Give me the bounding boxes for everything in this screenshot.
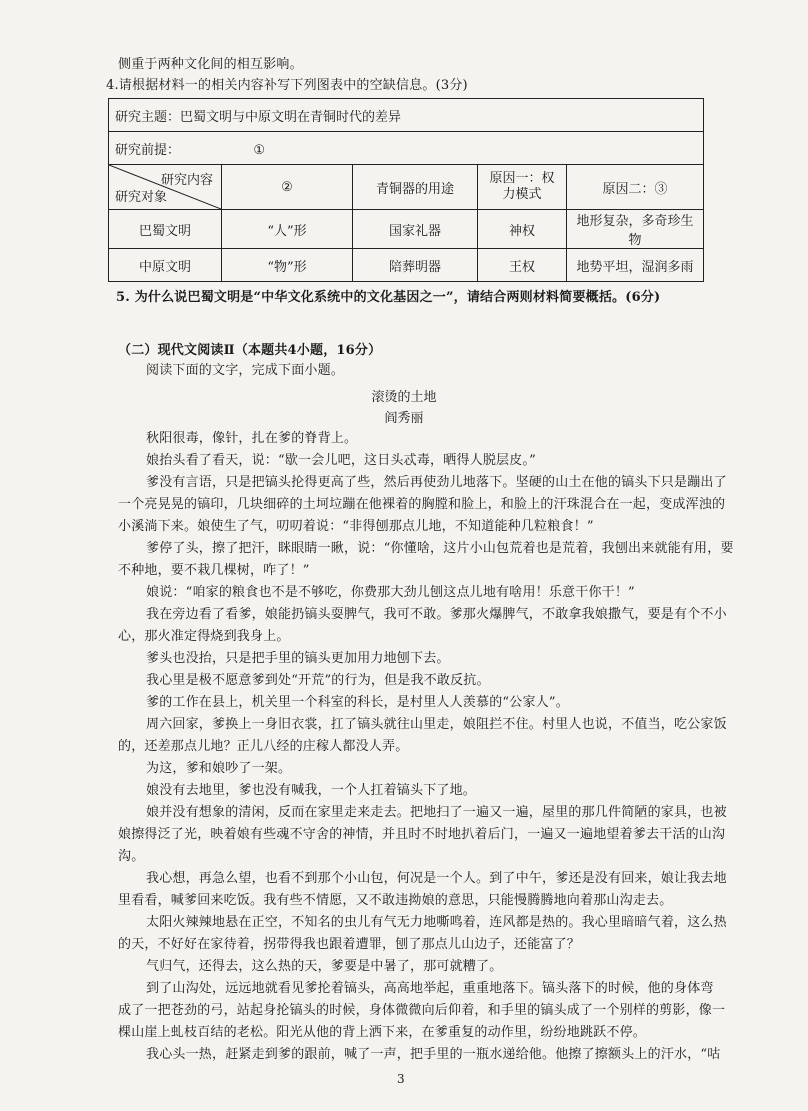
premise-blank: ① [253, 142, 265, 158]
paragraph-line: 我心想，再急么望，也看不到那个小山包，何况是一个人。到了中午，爹还是没有回来，娘让我去地 [146, 871, 727, 886]
header-reason-2: 原因二：③ [567, 165, 704, 210]
diag-top-label: 研究内容 [160, 173, 213, 188]
diagonal-header-cell [109, 165, 222, 210]
row-2-terrain: 地势平坦，湿润多雨 [567, 249, 704, 282]
paragraph-line: 爹头也没抬，只是把手里的镐头更加用力地刨下去。 [146, 651, 450, 666]
paragraph-line: 我心头一热，赶紧走到爹的跟前，喊了一声，把手里的一瓶水递给他。他擦了擦额头上的汗水，“咕 [146, 1047, 721, 1062]
research-premise [109, 132, 704, 165]
paragraph-line: 一个亮晃晃的镐印，几块细碎的土坷垃蹦在他裸着的胸膛和脸上，和脸上的汗珠混合在一起，变成浑浊的 [118, 497, 726, 512]
paragraph-line: 我心里是极不愿意爹到处“开荒”的行为，但是我不敢反抗。 [146, 673, 490, 688]
row-2-power: 王权 [478, 249, 567, 282]
story-title: 滚烫的土地 [371, 390, 437, 405]
paragraph-line: 娘并没有想象的清闲，反而在家里走来走去。把地扫了一遍又一遍，屋里的那几件简陋的家具，也被 [146, 805, 727, 820]
section-heading: （二）现代文阅读Ⅱ（本题共4小题，16分） [118, 343, 382, 358]
header-blank-2: ② [222, 165, 353, 210]
question-4: 4.请根据材料一的相关内容补写下列图表中的空缺信息。(3分) [106, 78, 468, 93]
header-reason-1: 原因一：权力模式 [478, 165, 567, 210]
paragraph-line: 爹没有言语，只是把镐头抡得更高了些，然后再使劲儿地落下。坚硬的山土在他的镐头下只是蹦出了 [146, 475, 727, 490]
row-1-power: 神权 [478, 210, 567, 249]
diag-bottom-label: 研究对象 [115, 190, 168, 205]
research-topic: 研究主题：巴蜀文明与中原文明在青铜时代的差异 [109, 99, 704, 132]
paragraph-line: 沟。 [118, 849, 145, 864]
paragraph-line: 娘擦得泛了光，映着娘有些魂不守舍的神情，并且时不时地扒着后门，一遍又一遍地望着爹去干活的山沟 [118, 827, 726, 842]
paragraph-line: 娘说：“咱家的粮食也不是不够吃，你费那大劲儿刨这点儿地有啥用！乐意干你干！” [146, 585, 635, 600]
row-2-subject: 中原文明 [109, 249, 222, 282]
premise-label: 研究前提： [115, 142, 181, 158]
paragraph-line: 周六回家，爹换上一身旧衣裳，扛了镐头就往山里走，娘阻拦不住。村里人也说，不值当，吃公家饭 [146, 717, 727, 732]
paragraph-line: 我在旁边看了看爹，娘能扔镐头耍脾气，我可不敢。爹那火爆脾气，不敢拿我娘撒气，要是有个不小 [146, 607, 727, 622]
paragraph-line: 到了山沟处，远远地就看见爹抡着镐头，高高地举起，重重地落下。镐头落下的时候，他的身体弯 [146, 981, 714, 996]
paragraph-line: 娘没有去地里，爹也没有喊我，一个人扛着镐头下了地。 [146, 783, 477, 798]
paragraph-line: 为这，爹和娘吵了一架。 [146, 761, 292, 776]
row-2-shape: “物”形 [222, 249, 353, 282]
paragraph-line: 爹停了头，擦了把汗，眯眼睛一瞅，说：“你懂啥，这片小山包荒着也是荒着，我刨出来就能有用，要 [146, 541, 734, 556]
header-usage: 青铜器的用途 [353, 165, 478, 210]
continuation-line: 侧重于两种文化间的相互影响。 [118, 57, 303, 72]
question-5: 5. 为什么说巴蜀文明是“中华文化系统中的文化基因之一”，请结合两则材料简要概括。(6分) [116, 290, 661, 305]
paragraph-line: 心，那火准定得烧到我身上。 [118, 629, 290, 644]
paragraph-line: 娘抬头看了看天，说：“歇一会儿吧，这日头忒毒，晒得人脱层皮。” [146, 453, 536, 468]
row-2-usage: 陪葬明器 [353, 249, 478, 282]
story-author: 阎秀丽 [384, 411, 424, 426]
paragraph-line: 爹的工作在县上，机关里一个科室的科长，是村里人人羡慕的“公家人”。 [146, 695, 569, 710]
page-number: 3 [397, 1072, 405, 1086]
reading-instruction: 阅读下面的文字，完成下面小题。 [146, 363, 345, 378]
paragraph-line: 气归气，还得去，这么热的天，爹要是中暑了，那可就糟了。 [146, 959, 503, 974]
research-table [108, 98, 704, 282]
row-1-usage: 国家礼器 [353, 210, 478, 249]
paragraph-line: 棵山崖上虬枝百结的老松。阳光从他的背上洒下来，在爹重复的动作里，纷纷地跳跃不停。 [118, 1025, 647, 1040]
paragraph-line: 里看看，喊爹回来吃饭。我有些不情愿，又不敢违拗娘的意思，只能慢腾腾地向着那山沟走去。 [118, 893, 673, 908]
row-1-shape: “人”形 [222, 210, 353, 249]
paragraph-line: 小溪淌下来。娘使生了气，叨叨着说：“非得刨那点儿地，不知道能种几粒粮食！” [118, 519, 594, 534]
paragraph-line: 的，还差那点儿地？正儿八经的庄稼人都没人弄。 [118, 739, 409, 754]
paragraph-line: 成了一把苍劲的弓，站起身抡镐头的时候，身体微微向后仰着，和手里的镐头成了一个别样的剪影，像一 [118, 1003, 726, 1018]
row-1-terrain: 地形复杂，多奇珍生物 [567, 210, 704, 249]
paragraph-line: 秋阳很毒，像针，扎在爹的脊背上。 [146, 431, 358, 446]
row-1-subject: 巴蜀文明 [109, 210, 222, 249]
paragraph-line: 的天，不好好在家待着，拐带得我也跟着遭罪，刨了那点儿山边子，还能富了？ [118, 937, 581, 952]
paragraph-line: 太阳火辣辣地悬在正空，不知名的虫儿有气无力地嘶鸣着，连风都是热的。我心里暗暗气着，这么热 [146, 915, 727, 930]
paragraph-line: 不种地，要不栽几棵树，咋了！” [118, 563, 310, 578]
